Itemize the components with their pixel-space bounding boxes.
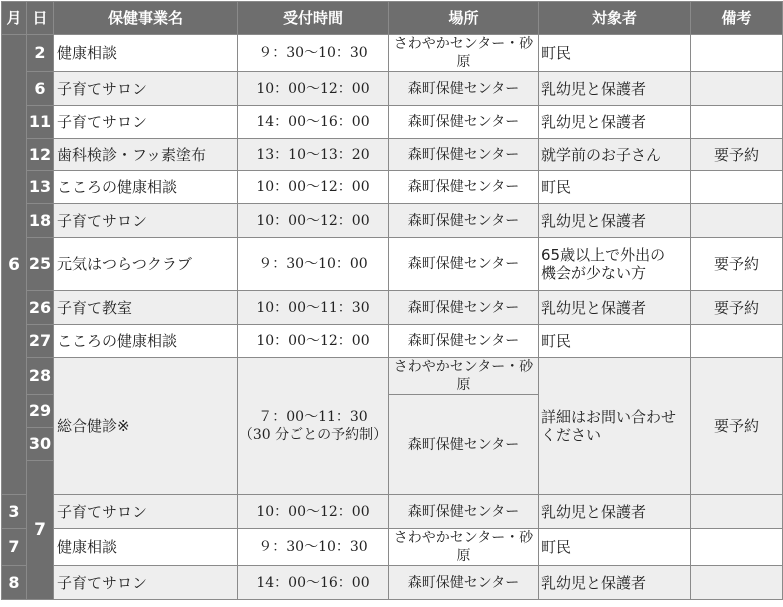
place-cell: 森町保健センター: [389, 106, 539, 139]
table-row: [2, 35, 783, 72]
schedule-table: [1, 1, 783, 600]
header-day: 日: [27, 2, 54, 35]
table-row: [2, 139, 783, 171]
day-cell: 27: [27, 325, 54, 358]
program-cell: 子育てサロン: [54, 72, 238, 106]
header-target: 対象者: [539, 2, 691, 35]
day-cell: 2: [27, 35, 54, 72]
time-cell: 10：00～12：00: [238, 72, 389, 106]
target-cell: [539, 238, 691, 291]
target-line: ください: [541, 426, 602, 444]
day-cell: 6: [27, 72, 54, 106]
table-row: [2, 291, 783, 325]
place-cell: さわやかセンター・砂原: [389, 529, 539, 566]
place-cell: 森町保健センター: [389, 139, 539, 171]
day-cell: 25: [27, 238, 54, 291]
target-cell: 乳幼児と保護者: [539, 566, 691, 600]
target-cell: 乳幼児と保護者: [539, 291, 691, 325]
day-cell: 18: [27, 204, 54, 238]
program-cell: 健康相談: [54, 35, 238, 72]
day-cell: 7: [2, 529, 27, 566]
program-cell: 子育てサロン: [54, 566, 238, 600]
note-cell: 要予約: [691, 238, 783, 291]
note-cell: [691, 495, 783, 529]
note-cell: 要予約: [691, 139, 783, 171]
target-cell: 町民: [539, 325, 691, 358]
day-cell: 8: [2, 566, 27, 600]
target-cell: 町民: [539, 529, 691, 566]
place-cell: 森町保健センター: [389, 238, 539, 291]
note-cell: [691, 325, 783, 358]
header-note: 備考: [691, 2, 783, 35]
header-program: 保健事業名: [54, 2, 238, 35]
time-cell: 10：00～12：00: [238, 495, 389, 529]
target-cell: 就学前のお子さん: [539, 139, 691, 171]
time-cell: 10：00～12：00: [238, 204, 389, 238]
day-cell: 29: [27, 395, 54, 428]
place-cell: 森町保健センター: [389, 72, 539, 106]
time-note: （30 分ごとの予約制）: [238, 427, 388, 443]
program-cell: 子育てサロン: [54, 106, 238, 139]
note-cell: [691, 204, 783, 238]
day-cell: 28: [27, 358, 54, 395]
time-value: ７：00～11：30: [258, 409, 368, 425]
program-cell: 子育てサロン: [54, 495, 238, 529]
note-cell: [691, 106, 783, 139]
place-cell: 森町保健センター: [389, 291, 539, 325]
table-row: [2, 495, 783, 529]
note-cell: [691, 35, 783, 72]
target-cell: 町民: [539, 171, 691, 204]
time-cell: ９：30～10：30: [238, 529, 389, 566]
month-july: 7: [27, 461, 54, 600]
table-row: [2, 566, 783, 600]
place-cell: 森町保健センター: [389, 395, 539, 495]
header-row: [2, 2, 783, 35]
program-cell: こころの健康相談: [54, 325, 238, 358]
time-cell: 10：00～12：00: [238, 171, 389, 204]
place-cell: 森町保健センター: [389, 204, 539, 238]
table-row: [2, 529, 783, 566]
note-cell: 要予約: [691, 291, 783, 325]
day-cell: 30: [27, 428, 54, 461]
target-cell: [539, 358, 691, 495]
program-cell: 子育てサロン: [54, 204, 238, 238]
program-cell: 元気はつらつクラブ: [54, 238, 238, 291]
target-line: 詳細はお問い合わせ: [541, 408, 677, 426]
place-cell: 森町保健センター: [389, 325, 539, 358]
table-row: [2, 72, 783, 106]
time-cell: 14：00～16：00: [238, 566, 389, 600]
table-row: [2, 358, 783, 395]
time-cell: 10：00～11：30: [238, 291, 389, 325]
target-cell: 乳幼児と保護者: [539, 204, 691, 238]
day-cell: 13: [27, 171, 54, 204]
note-cell: [691, 529, 783, 566]
time-cell: [238, 358, 389, 495]
program-cell: こころの健康相談: [54, 171, 238, 204]
day-cell: 11: [27, 106, 54, 139]
target-cell: 乳幼児と保護者: [539, 106, 691, 139]
time-cell: 10：00～12：00: [238, 325, 389, 358]
time-cell: ９：30～10：30: [238, 35, 389, 72]
time-cell: ９：30～10：00: [238, 238, 389, 291]
time-cell: 13：10～13：20: [238, 139, 389, 171]
table-row: [2, 204, 783, 238]
target-cell: 乳幼児と保護者: [539, 495, 691, 529]
month-june: 6: [2, 35, 27, 495]
note-cell: [691, 72, 783, 106]
place-cell: さわやかセンター・砂原: [389, 35, 539, 72]
target-line: 機会が少ない方: [541, 264, 647, 282]
program-cell: 健康相談: [54, 529, 238, 566]
day-cell: 3: [2, 495, 27, 529]
day-cell: 26: [27, 291, 54, 325]
day-cell: 12: [27, 139, 54, 171]
place-cell: 森町保健センター: [389, 566, 539, 600]
header-time: 受付時間: [238, 2, 389, 35]
target-cell: 町民: [539, 35, 691, 72]
program-cell: 総合健診※: [54, 358, 238, 495]
program-cell: 子育て教室: [54, 291, 238, 325]
header-place: 場所: [389, 2, 539, 35]
note-cell: [691, 171, 783, 204]
target-line: 65歳以上で外出の: [541, 246, 666, 264]
time-cell: 14：00～16：00: [238, 106, 389, 139]
note-cell: [691, 566, 783, 600]
header-month: 月: [2, 2, 27, 35]
program-cell: 歯科検診・フッ素塗布: [54, 139, 238, 171]
place-cell: さわやかセンター・砂原: [389, 358, 539, 395]
table-row: [2, 325, 783, 358]
table-row: [2, 238, 783, 291]
table-row: [2, 171, 783, 204]
place-cell: 森町保健センター: [389, 171, 539, 204]
target-cell: 乳幼児と保護者: [539, 72, 691, 106]
note-cell: 要予約: [691, 358, 783, 495]
table-row: [2, 106, 783, 139]
place-cell: 森町保健センター: [389, 495, 539, 529]
